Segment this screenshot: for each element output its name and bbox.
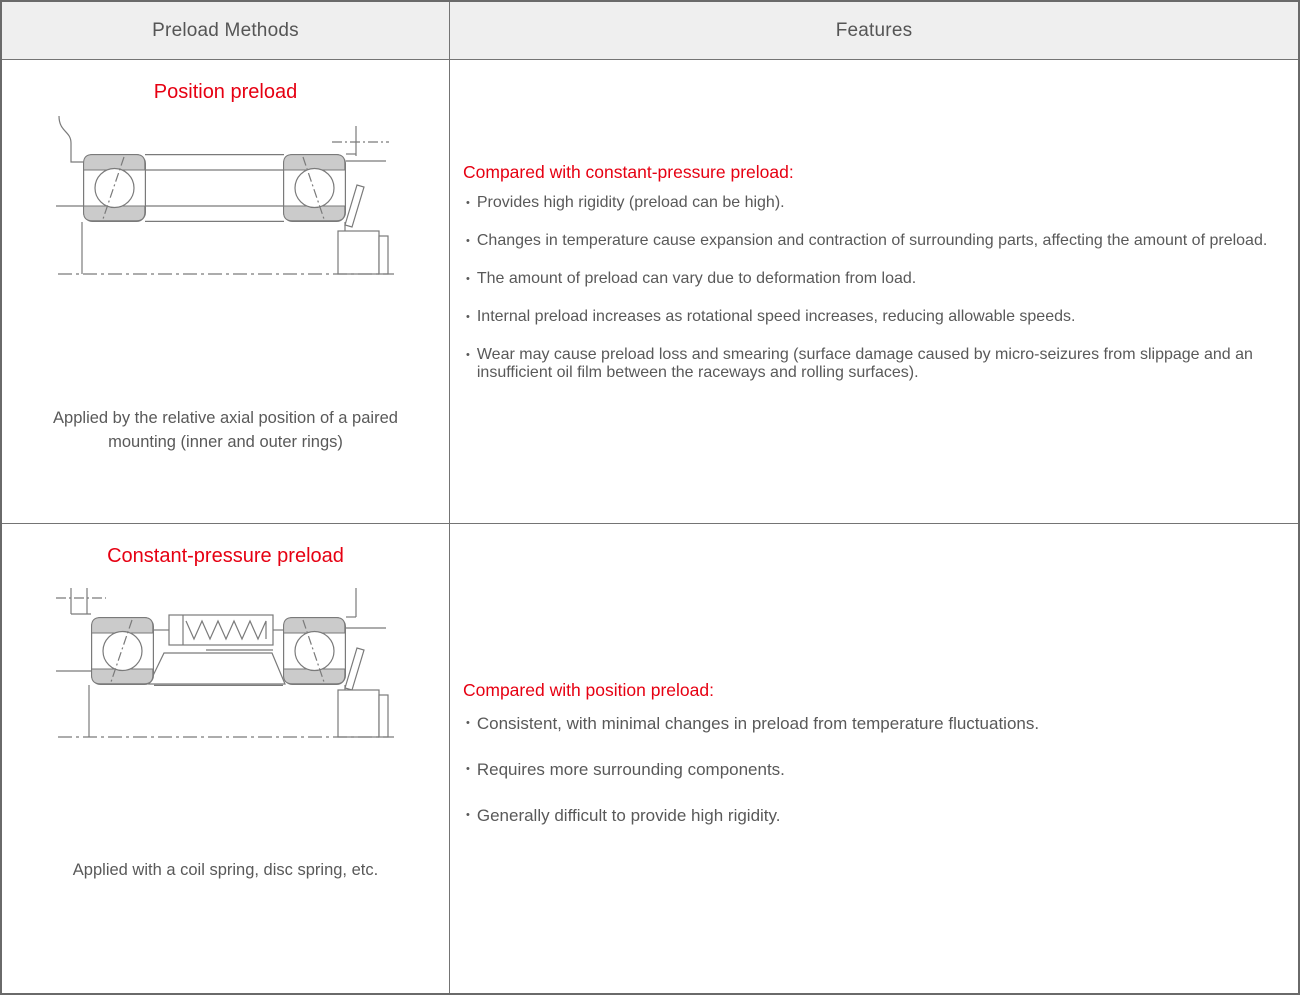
right-bearing [283,618,345,685]
locknut [338,231,379,274]
header-features [450,2,1298,60]
feature-text: The amount of preload can vary due to deformation from load. [476,269,917,287]
feature-item [463,270,1272,289]
lockwasher-tab [345,648,364,690]
method-title-position-preload: Position preload [153,81,298,103]
features-heading: Compared with constant-pressure preload: [463,162,794,182]
feature-text: Wear may cause preload loss and smearing (surface damage caused by micro-seizures from slippage and an insufficient oil film between the raceways and rolling surfaces). [476,345,1253,382]
method-title-constant-pressure-preload: Constant-pressure preload [107,545,344,567]
diagram-caption-constant-pressure-preload: Applied with a coil spring, disc spring, etc. [72,861,379,879]
spring-sleeve [169,615,273,645]
bullet-icon: • [466,272,470,285]
feature-text: Generally difficult to provide high rigidity. [476,806,781,826]
position-preload-bearing-diagram [56,104,396,289]
feature-item [463,806,1272,826]
right-bearing [283,155,345,222]
feature-text: Provides high rigidity (preload can be high). [476,194,785,211]
left-bearing [91,618,153,685]
bullet-icon: • [466,763,470,776]
feature-item [463,232,1272,251]
features-cell-position-preload [450,60,1298,524]
bullet-icon: • [466,348,470,361]
feature-item [463,714,1272,734]
housing-shoulder-line [59,116,83,162]
bullet-icon: • [466,717,470,729]
feature-text: Requires more surrounding components. [476,760,785,780]
feature-text: Consistent, with minimal changes in preload from temperature fluctuations. [476,714,1040,733]
inner-spacer [149,653,285,684]
feature-text: Internal preload increases as rotational speed increases, reducing allowable speeds. [476,307,1076,325]
header-preload-methods [2,2,450,60]
lockwasher-tab [345,185,364,227]
header-features-label: Features [835,19,913,41]
locknut [338,690,379,737]
diagram-caption-position-preload: Applied by the relative axial position of a paired mounting (inner and outer rings) [53,409,398,451]
left-bearing [83,155,145,222]
features-cell-constant-pressure-preload [450,524,1298,993]
feature-item [463,346,1272,384]
feature-item [463,194,1272,213]
header-preload-methods-label: Preload Methods [152,19,299,41]
feature-item [463,308,1272,327]
bullet-icon: • [466,197,470,209]
constant-pressure-preload-bearing-diagram [56,568,396,753]
feature-item [463,760,1272,780]
bullet-icon: • [466,234,470,247]
features-heading: Compared with position preload: [463,680,714,700]
bullet-icon: • [466,809,470,822]
method-cell-position-preload [2,60,450,524]
bullet-icon: • [466,310,470,323]
feature-text: Changes in temperature cause expansion and contraction of surrounding parts, affecting the amount of preload. [476,231,1268,249]
method-cell-constant-pressure-preload [2,524,450,993]
